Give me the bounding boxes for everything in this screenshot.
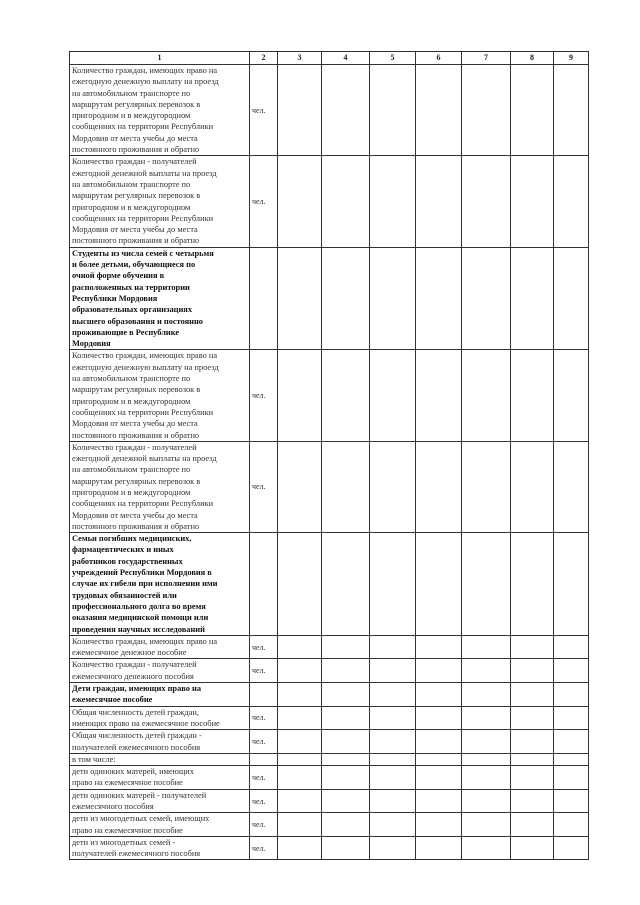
value-cell	[322, 659, 370, 683]
value-cell	[322, 683, 370, 707]
value-cell	[462, 683, 511, 707]
value-cell	[511, 65, 554, 156]
value-cell	[278, 730, 322, 754]
value-cell	[462, 350, 511, 441]
value-cell	[416, 836, 462, 860]
column-header: 9	[554, 52, 589, 65]
value-cell	[554, 659, 589, 683]
column-header: 8	[511, 52, 554, 65]
table-row	[70, 813, 589, 837]
value-cell	[511, 533, 554, 636]
value-cell	[462, 730, 511, 754]
table-row	[70, 789, 589, 813]
table-row	[70, 156, 589, 247]
row-label: Количество граждан, имеющих право на ежемесячное денежное пособие	[70, 635, 250, 659]
row-label: Семьи погибших медицинских, фармацевтических и иных работников государственных учреждений Республики Мордовия в случае их гибели при исполнении ими трудовых обязанностей или профессионального долга во время оказания медицинской помощи или проведения научных исследований	[70, 533, 250, 636]
row-unit: чел.	[250, 441, 278, 532]
table-row	[70, 706, 589, 730]
value-cell	[416, 533, 462, 636]
row-unit: чел.	[250, 766, 278, 790]
value-cell	[278, 635, 322, 659]
value-cell	[462, 659, 511, 683]
value-cell	[511, 659, 554, 683]
row-unit: чел.	[250, 813, 278, 837]
value-cell	[322, 635, 370, 659]
value-cell	[370, 533, 416, 636]
table-row	[70, 753, 589, 765]
value-cell	[370, 730, 416, 754]
value-cell	[370, 350, 416, 441]
table-row	[70, 441, 589, 532]
value-cell	[416, 813, 462, 837]
value-cell	[554, 635, 589, 659]
value-cell	[416, 706, 462, 730]
row-unit: чел.	[250, 836, 278, 860]
table-body	[70, 65, 589, 860]
table-header-row	[70, 52, 589, 65]
row-unit	[250, 533, 278, 636]
value-cell	[462, 813, 511, 837]
row-label: дети одиноких матерей - получателей ежемесячного пособия	[70, 789, 250, 813]
table-row	[70, 766, 589, 790]
value-cell	[462, 753, 511, 765]
column-header: 6	[416, 52, 462, 65]
value-cell	[322, 753, 370, 765]
row-label: Количество граждан - получателей ежегодной денежной выплаты на проезд на автомобильном транспорте по маршрутам регулярных перевозок в пригородном и в междугородном сообщениях на территории Республики Мордовия от места учебы до места постоянного проживания и обратно	[70, 441, 250, 532]
table-row	[70, 836, 589, 860]
row-unit	[250, 683, 278, 707]
row-label: дети из многодетных семей, имеющих право на ежемесячное пособие	[70, 813, 250, 837]
column-header: 4	[322, 52, 370, 65]
value-cell	[554, 836, 589, 860]
value-cell	[462, 836, 511, 860]
value-cell	[511, 441, 554, 532]
table-row	[70, 683, 589, 707]
value-cell	[278, 441, 322, 532]
row-label: Общая численность детей граждан, имеющих право на ежемесячное пособие	[70, 706, 250, 730]
value-cell	[511, 247, 554, 350]
value-cell	[370, 635, 416, 659]
row-label: в том числе:	[70, 753, 250, 765]
value-cell	[370, 813, 416, 837]
table-row	[70, 533, 589, 636]
row-label: Количество граждан - получателей ежегодной денежной выплаты на проезд на автомобильном транспорте по маршрутам регулярных перевозок в пригородном и в междугородном сообщениях на территории Республики Мордовия от места учебы до места постоянного проживания и обратно	[70, 156, 250, 247]
value-cell	[278, 533, 322, 636]
value-cell	[322, 65, 370, 156]
table-row	[70, 350, 589, 441]
value-cell	[322, 533, 370, 636]
value-cell	[511, 730, 554, 754]
table-row	[70, 247, 589, 350]
value-cell	[554, 706, 589, 730]
value-cell	[370, 659, 416, 683]
value-cell	[278, 156, 322, 247]
value-cell	[416, 683, 462, 707]
row-unit: чел.	[250, 659, 278, 683]
value-cell	[554, 683, 589, 707]
value-cell	[322, 789, 370, 813]
value-cell	[370, 706, 416, 730]
value-cell	[511, 635, 554, 659]
value-cell	[511, 350, 554, 441]
value-cell	[370, 683, 416, 707]
value-cell	[278, 683, 322, 707]
value-cell	[511, 753, 554, 765]
value-cell	[416, 659, 462, 683]
value-cell	[462, 65, 511, 156]
value-cell	[278, 65, 322, 156]
value-cell	[278, 350, 322, 441]
value-cell	[554, 65, 589, 156]
value-cell	[462, 156, 511, 247]
row-unit: чел.	[250, 789, 278, 813]
value-cell	[462, 247, 511, 350]
value-cell	[278, 766, 322, 790]
value-cell	[370, 441, 416, 532]
value-cell	[278, 247, 322, 350]
value-cell	[416, 753, 462, 765]
value-cell	[370, 156, 416, 247]
value-cell	[416, 156, 462, 247]
value-cell	[416, 789, 462, 813]
row-unit: чел.	[250, 65, 278, 156]
value-cell	[554, 730, 589, 754]
column-header: 3	[278, 52, 322, 65]
row-label: Количество граждан, имеющих право на ежегодную денежную выплату на проезд на автомобильном транспорте по маршрутам регулярных перевозок в пригородном и в междугородном сообщениях на территории Республики Мордовия от места учебы до места постоянного проживания и обратно	[70, 350, 250, 441]
row-label: Количество граждан - получателей ежемесячного денежного пособия	[70, 659, 250, 683]
value-cell	[278, 753, 322, 765]
value-cell	[322, 813, 370, 837]
value-cell	[278, 836, 322, 860]
value-cell	[511, 789, 554, 813]
value-cell	[370, 789, 416, 813]
value-cell	[370, 65, 416, 156]
value-cell	[416, 635, 462, 659]
value-cell	[462, 441, 511, 532]
column-header: 1	[70, 52, 250, 65]
value-cell	[511, 836, 554, 860]
value-cell	[511, 766, 554, 790]
value-cell	[554, 156, 589, 247]
value-cell	[554, 533, 589, 636]
value-cell	[462, 706, 511, 730]
value-cell	[278, 706, 322, 730]
value-cell	[278, 659, 322, 683]
value-cell	[322, 156, 370, 247]
value-cell	[370, 753, 416, 765]
row-unit	[250, 753, 278, 765]
value-cell	[554, 753, 589, 765]
value-cell	[462, 533, 511, 636]
value-cell	[511, 813, 554, 837]
value-cell	[554, 766, 589, 790]
value-cell	[322, 730, 370, 754]
value-cell	[322, 766, 370, 790]
column-header: 5	[370, 52, 416, 65]
value-cell	[554, 350, 589, 441]
value-cell	[462, 789, 511, 813]
value-cell	[370, 836, 416, 860]
value-cell	[462, 635, 511, 659]
row-unit: чел.	[250, 350, 278, 441]
row-label: дети из многодетных семей - получателей ежемесячного пособия	[70, 836, 250, 860]
row-label: Общая численность детей граждан - получателей ежемесячного пособия	[70, 730, 250, 754]
value-cell	[370, 766, 416, 790]
table-row	[70, 659, 589, 683]
value-cell	[322, 247, 370, 350]
value-cell	[322, 350, 370, 441]
column-header: 2	[250, 52, 278, 65]
table-row	[70, 635, 589, 659]
value-cell	[554, 789, 589, 813]
row-label: дети одиноких матерей, имеющих право на ежемесячное пособие	[70, 766, 250, 790]
value-cell	[416, 350, 462, 441]
value-cell	[511, 683, 554, 707]
row-label: Дети граждан, имеющих право на ежемесячное пособие	[70, 683, 250, 707]
row-unit: чел.	[250, 730, 278, 754]
value-cell	[554, 813, 589, 837]
value-cell	[554, 247, 589, 350]
value-cell	[322, 836, 370, 860]
row-unit: чел.	[250, 156, 278, 247]
value-cell	[278, 789, 322, 813]
table-row	[70, 730, 589, 754]
value-cell	[511, 156, 554, 247]
table-row	[70, 65, 589, 156]
column-header: 7	[462, 52, 511, 65]
row-unit	[250, 247, 278, 350]
document-table	[69, 51, 589, 860]
value-cell	[322, 706, 370, 730]
value-cell	[462, 766, 511, 790]
value-cell	[416, 441, 462, 532]
value-cell	[416, 65, 462, 156]
row-label: Студенты из числа семей с четырьмя и более детьми, обучающиеся по очной форме обучения в расположенных на территории Республики Мордовия образовательных организациях высшего образования и постоянно проживающие в Республике Мордовия	[70, 247, 250, 350]
value-cell	[370, 247, 416, 350]
value-cell	[416, 766, 462, 790]
value-cell	[416, 730, 462, 754]
value-cell	[278, 813, 322, 837]
value-cell	[322, 441, 370, 532]
value-cell	[416, 247, 462, 350]
value-cell	[511, 706, 554, 730]
row-unit: чел.	[250, 706, 278, 730]
value-cell	[554, 441, 589, 532]
row-label: Количество граждан, имеющих право на ежегодную денежную выплату на проезд на автомобильном транспорте по маршрутам регулярных перевозок в пригородном и в междугородном сообщениях на территории Республики Мордовия от места учебы до места постоянного проживания и обратно	[70, 65, 250, 156]
row-unit: чел.	[250, 635, 278, 659]
